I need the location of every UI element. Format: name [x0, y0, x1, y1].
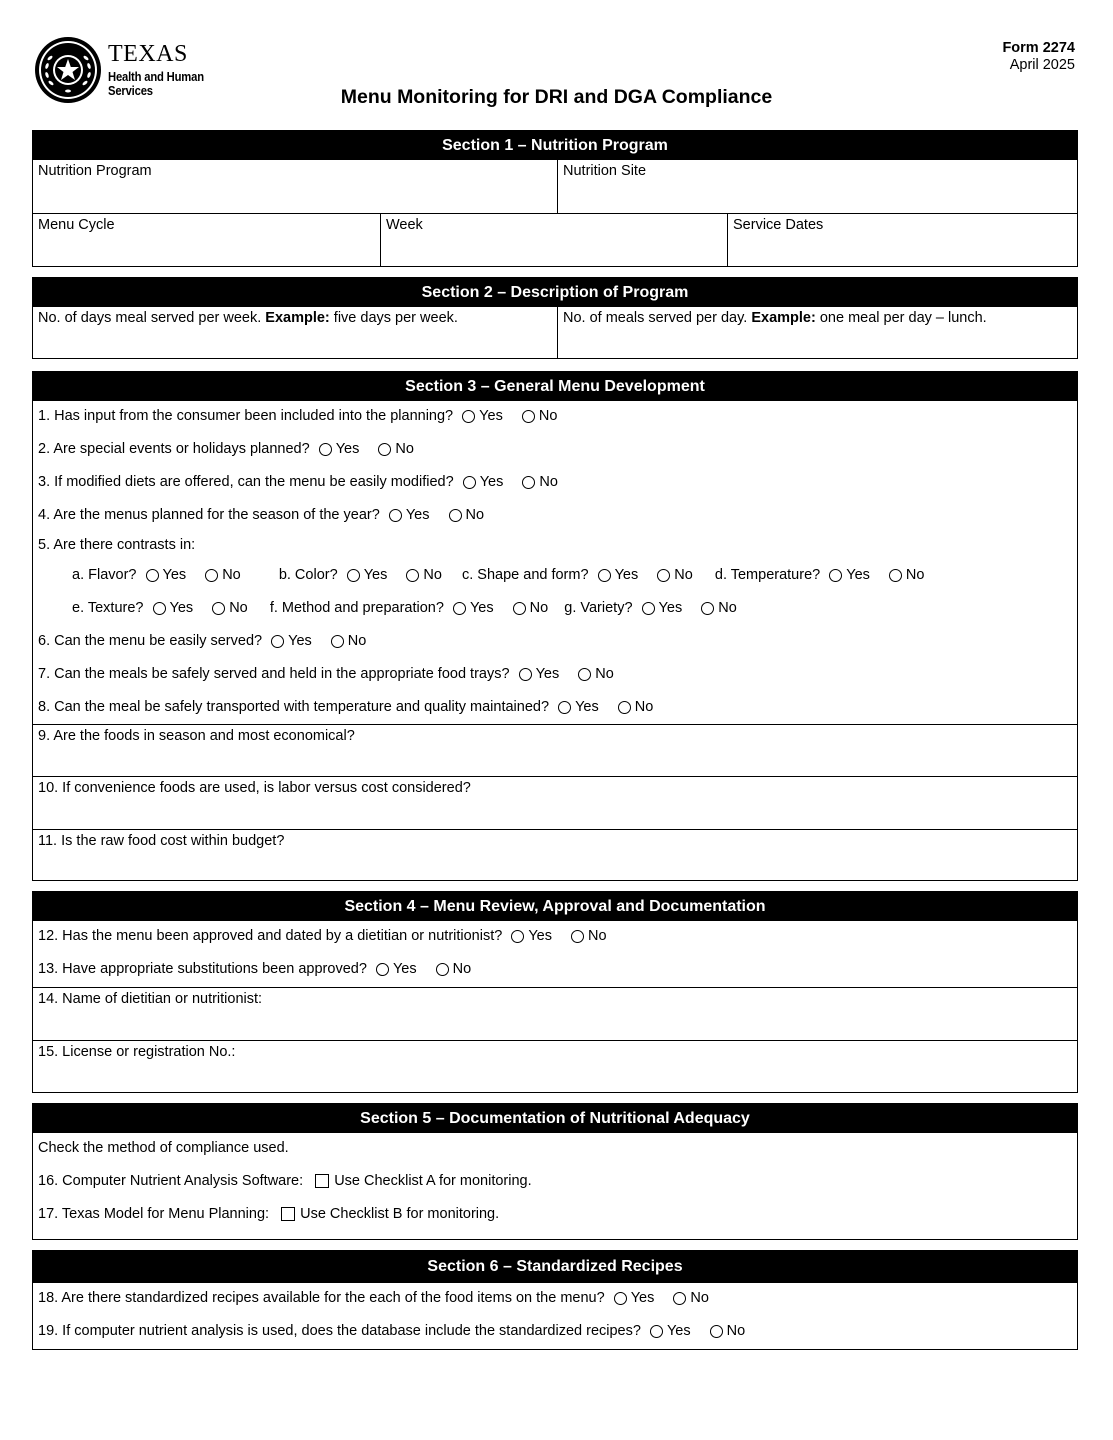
- q5c-no-radio[interactable]: [657, 569, 670, 582]
- question-9-text: 9. Are the foods in season and most economical?: [38, 728, 355, 744]
- logo-state-text: TEXAS: [108, 41, 188, 67]
- q16-option-label: Use Checklist A for monitoring.: [334, 1173, 532, 1189]
- q13-yes-label: Yes: [392, 961, 417, 977]
- q5d-text: d. Temperature?: [714, 567, 821, 583]
- section-5-intro: [33, 1133, 1077, 1166]
- q5b-no-label: No: [423, 567, 442, 583]
- q5d-yes-label: Yes: [846, 567, 870, 583]
- section-1-row-2: [33, 213, 1077, 266]
- q5f-no-label: No: [529, 600, 549, 616]
- q2-yes-radio[interactable]: [319, 443, 332, 456]
- question-7-text: 7. Can the meals be safely served and held in the appropriate food trays?: [38, 666, 510, 682]
- q5f-yes-label: Yes: [469, 600, 494, 616]
- nutrition-site-field[interactable]: [557, 160, 1077, 213]
- question-9-field[interactable]: [33, 724, 1077, 776]
- q5d-yes-radio[interactable]: [829, 569, 842, 582]
- question-4-text: 4. Are the menus planned for the season of the year?: [38, 507, 380, 523]
- section-6-heading: Section 6 – Standardized Recipes: [33, 1251, 1077, 1283]
- q4-yes-radio[interactable]: [389, 509, 402, 522]
- q8-yes-label: Yes: [575, 699, 599, 715]
- meals-per-day-field[interactable]: [557, 307, 1077, 358]
- section-4-heading: Section 4 – Menu Review, Approval and Documentation: [33, 892, 1077, 921]
- q7-no-radio[interactable]: [578, 668, 591, 681]
- meals-example-label: Example:: [751, 310, 816, 326]
- q5c-text: c. Shape and form?: [461, 567, 589, 583]
- q12-yes-radio[interactable]: [511, 930, 524, 943]
- question-14-text: 14. Name of dietitian or nutritionist:: [38, 991, 263, 1007]
- q19-yes-radio[interactable]: [650, 1325, 663, 1338]
- q19-no-label: No: [726, 1323, 746, 1339]
- menu-cycle-label: Menu Cycle: [38, 217, 115, 233]
- meals-example-text: one meal per day – lunch.: [819, 310, 987, 326]
- days-example-text: five days per week.: [333, 310, 458, 326]
- question-18-text: 18. Are there standardized recipes available for the each of the food items on the menu?: [38, 1290, 605, 1306]
- question-11-field[interactable]: [33, 829, 1077, 880]
- section-2: [32, 277, 1078, 359]
- q18-yes-radio[interactable]: [614, 1292, 627, 1305]
- question-5: [33, 533, 1077, 560]
- question-12-text: 12. Has the menu been approved and dated by a dietitian or nutritionist?: [38, 928, 503, 944]
- license-number-field[interactable]: [33, 1040, 1077, 1092]
- q5a-yes-label: Yes: [162, 567, 187, 583]
- q5b-yes-radio[interactable]: [347, 569, 360, 582]
- question-13-text: 13. Have appropriate substitutions been approved?: [38, 961, 367, 977]
- q5e-yes-label: Yes: [169, 600, 194, 616]
- q12-yes-label: Yes: [528, 928, 552, 944]
- week-label: Week: [386, 217, 423, 233]
- service-dates-field[interactable]: [727, 214, 1077, 266]
- q1-yes-label: Yes: [479, 408, 503, 424]
- section-3-heading: Section 3 – General Menu Development: [33, 372, 1077, 401]
- question-16: [33, 1166, 1077, 1199]
- q12-no-label: No: [588, 928, 607, 944]
- q2-no-radio[interactable]: [378, 443, 391, 456]
- q6-no-label: No: [347, 633, 367, 649]
- question-19: [33, 1316, 1077, 1349]
- menu-cycle-field[interactable]: [33, 214, 380, 266]
- q17-checkbox[interactable]: [281, 1207, 295, 1221]
- nutrition-program-label: Nutrition Program: [38, 163, 152, 179]
- q16-checkbox[interactable]: [315, 1174, 329, 1188]
- q5g-no-radio[interactable]: [701, 602, 714, 615]
- q3-yes-radio[interactable]: [463, 476, 476, 489]
- q5e-text: e. Texture?: [72, 600, 144, 616]
- days-per-week-field[interactable]: [33, 307, 557, 358]
- q18-yes-label: Yes: [630, 1290, 655, 1306]
- dietitian-name-field[interactable]: [33, 987, 1077, 1040]
- section-1-heading: Section 1 – Nutrition Program: [33, 131, 1077, 160]
- form-date: April 2025: [1009, 57, 1075, 73]
- q5d-no-label: No: [905, 567, 925, 583]
- q6-yes-label: Yes: [288, 633, 312, 649]
- q4-yes-label: Yes: [405, 507, 430, 523]
- meals-per-day-label: No. of meals served per day.: [563, 310, 748, 326]
- section-4: [32, 891, 1078, 1093]
- q5b-text: b. Color?: [278, 567, 338, 583]
- nutrition-program-field[interactable]: [33, 160, 557, 213]
- logo-agency-line2: Services: [108, 84, 153, 98]
- question-5-row-1: [33, 560, 1077, 593]
- question-6: [33, 626, 1077, 659]
- q5f-no-radio[interactable]: [513, 602, 526, 615]
- q5a-no-radio[interactable]: [205, 569, 218, 582]
- q3-yes-label: Yes: [479, 474, 504, 490]
- section-5: [32, 1103, 1078, 1240]
- q5e-yes-radio[interactable]: [153, 602, 166, 615]
- section-3-questions: [33, 401, 1077, 724]
- section-1: [32, 130, 1078, 267]
- form-header: [0, 0, 1113, 125]
- q5g-yes-radio[interactable]: [642, 602, 655, 615]
- section-1-row-1: [33, 160, 1077, 213]
- q13-no-label: No: [452, 961, 472, 977]
- question-2: [33, 434, 1077, 467]
- days-per-week-label: No. of days meal served per week.: [38, 310, 262, 326]
- q5a-text: a. Flavor?: [72, 567, 137, 583]
- form-info: [1002, 40, 1075, 74]
- q5e-no-label: No: [229, 600, 248, 616]
- q5c-no-label: No: [674, 567, 693, 583]
- question-8: [33, 692, 1077, 724]
- q4-no-label: No: [465, 507, 485, 523]
- q18-no-label: No: [690, 1290, 709, 1306]
- q7-yes-radio[interactable]: [519, 668, 532, 681]
- service-dates-label: Service Dates: [733, 217, 824, 233]
- q1-no-radio[interactable]: [522, 410, 535, 423]
- q18-no-radio[interactable]: [673, 1292, 686, 1305]
- question-3: [33, 467, 1077, 500]
- question-13: [33, 954, 1077, 987]
- q5c-yes-radio[interactable]: [598, 569, 611, 582]
- question-4: [33, 500, 1077, 533]
- form-number: Form 2274: [1002, 40, 1075, 56]
- week-field[interactable]: [380, 214, 727, 266]
- question-17: [33, 1199, 1077, 1239]
- q5g-yes-label: Yes: [658, 600, 683, 616]
- page-title: Menu Monitoring for DRI and DGA Compliance: [340, 86, 773, 108]
- q3-no-label: No: [539, 474, 558, 490]
- q1-no-label: No: [538, 408, 558, 424]
- q2-yes-label: Yes: [335, 441, 360, 457]
- q5a-yes-radio[interactable]: [146, 569, 159, 582]
- q6-no-radio[interactable]: [331, 635, 344, 648]
- q6-yes-radio[interactable]: [271, 635, 284, 648]
- days-example-label: Example:: [265, 310, 330, 326]
- question-10-text: 10. If convenience foods are used, is labor versus cost considered?: [38, 780, 471, 796]
- question-3-text: 3. If modified diets are offered, can the menu be easily modified?: [38, 474, 454, 490]
- q7-yes-label: Yes: [535, 666, 560, 682]
- question-5-text: 5. Are there contrasts in:: [38, 537, 196, 553]
- q19-yes-label: Yes: [666, 1323, 691, 1339]
- section-5-intro-text: Check the method of compliance used.: [38, 1140, 289, 1156]
- question-1: [33, 401, 1077, 434]
- question-11-text: 11. Is the raw food cost within budget?: [38, 833, 285, 849]
- question-7: [33, 659, 1077, 692]
- question-6-text: 6. Can the menu be easily served?: [38, 633, 263, 649]
- q12-no-radio[interactable]: [571, 930, 584, 943]
- q7-no-label: No: [595, 666, 614, 682]
- q8-yes-radio[interactable]: [558, 701, 571, 714]
- logo-agency-line1: Health and Human: [108, 70, 204, 84]
- q5f-text: f. Method and preparation?: [269, 600, 444, 616]
- q1-yes-radio[interactable]: [462, 410, 475, 423]
- question-18: [33, 1283, 1077, 1316]
- question-10-field[interactable]: [33, 776, 1077, 829]
- question-5-row-2: [33, 593, 1077, 626]
- question-15-text: 15. License or registration No.:: [38, 1044, 236, 1060]
- question-8-text: 8. Can the meal be safely transported with temperature and quality maintained?: [38, 699, 550, 715]
- question-17-text: 17. Texas Model for Menu Planning:: [38, 1206, 270, 1222]
- q3-no-radio[interactable]: [522, 476, 535, 489]
- q13-no-radio[interactable]: [436, 963, 449, 976]
- nutrition-site-label: Nutrition Site: [563, 163, 647, 179]
- q5e-no-radio[interactable]: [212, 602, 225, 615]
- q4-no-radio[interactable]: [449, 509, 462, 522]
- section-6: [32, 1250, 1078, 1350]
- q8-no-label: No: [634, 699, 654, 715]
- question-19-text: 19. If computer nutrient analysis is used, does the database include the standardized recipes?: [38, 1323, 641, 1339]
- q19-no-radio[interactable]: [710, 1325, 723, 1338]
- section-2-heading: Section 2 – Description of Program: [33, 278, 1077, 307]
- q17-option-label: Use Checklist B for monitoring.: [300, 1206, 500, 1222]
- q8-no-radio[interactable]: [618, 701, 631, 714]
- q5d-no-radio[interactable]: [889, 569, 902, 582]
- section-2-row: [33, 307, 1077, 358]
- question-12: [33, 921, 1077, 954]
- section-5-heading: Section 5 – Documentation of Nutritional Adequacy: [33, 1104, 1077, 1133]
- q5c-yes-label: Yes: [614, 567, 639, 583]
- q13-yes-radio[interactable]: [376, 963, 389, 976]
- section-3: [32, 371, 1078, 881]
- q5f-yes-radio[interactable]: [453, 602, 466, 615]
- q5b-yes-label: Yes: [363, 567, 388, 583]
- q5a-no-label: No: [222, 567, 241, 583]
- question-1-text: 1. Has input from the consumer been included into the planning?: [38, 408, 454, 424]
- q2-no-label: No: [395, 441, 414, 457]
- q5b-no-radio[interactable]: [406, 569, 419, 582]
- q5g-text: g. Variety?: [564, 600, 633, 616]
- question-16-text: 16. Computer Nutrient Analysis Software:: [38, 1173, 304, 1189]
- q5g-no-label: No: [718, 600, 737, 616]
- question-2-text: 2. Are special events or holidays planned?: [38, 441, 310, 457]
